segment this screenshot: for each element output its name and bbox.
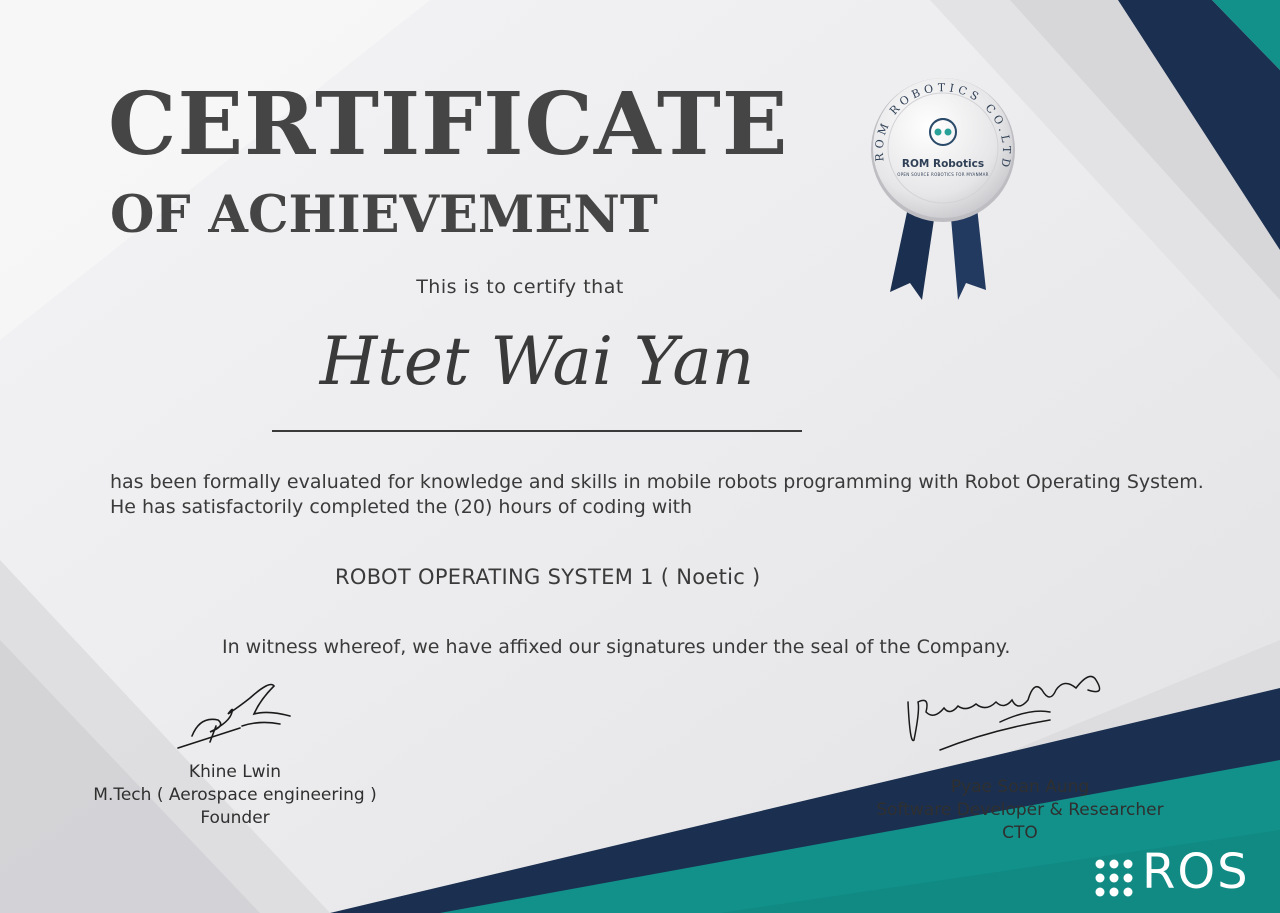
ros-logo-text: ROS [1142, 844, 1250, 900]
seal-company-name: ROM Robotics [901, 158, 985, 170]
founder-signature [170, 676, 300, 760]
signatory-name: Pyae Soan Aung [950, 777, 1090, 797]
signatory-role: CTO [1002, 823, 1038, 843]
certificate-title: CERTIFICATE [108, 74, 789, 175]
course-name: ROBOT OPERATING SYSTEM 1 ( Noetic ) [335, 565, 761, 589]
signatory-cto [845, 776, 1195, 845]
company-seal [858, 78, 1028, 308]
body-line-2: He has satisfactorily completed the (20) hours of coding with [110, 496, 693, 518]
recipient-name: Htet Wai Yan [319, 323, 755, 400]
witness-statement: In witness whereof, we have affixed our signatures under the seal of the Company. [222, 636, 1011, 658]
seal-ring-text [858, 78, 1028, 228]
intro-text: This is to certify that [416, 276, 624, 298]
ros-logo [1090, 844, 1260, 905]
signatory-role: Founder [200, 808, 270, 828]
signatory-credential: Software Developer & Researcher [876, 800, 1164, 820]
cto-signature [900, 650, 1115, 760]
name-underline [272, 430, 802, 432]
ros-dots-icon [1094, 858, 1134, 898]
signatory-founder [60, 761, 410, 830]
seal-tagline: OPEN SOURCE ROBOTICS FOR MYANMAR [897, 172, 989, 177]
body-line-1: has been formally evaluated for knowledge and skills in mobile robots programming with Robot Operating System. [110, 471, 1204, 493]
svg-text:ROM ROBOTICS CO.LTD: ROM ROBOTICS CO.LTD [872, 81, 1014, 173]
signatory-name: Khine Lwin [188, 762, 282, 782]
signatory-credential: M.Tech ( Aerospace engineering ) [93, 785, 377, 805]
certificate-subtitle: OF ACHIEVEMENT [110, 185, 658, 245]
certificate-body [110, 470, 1275, 520]
